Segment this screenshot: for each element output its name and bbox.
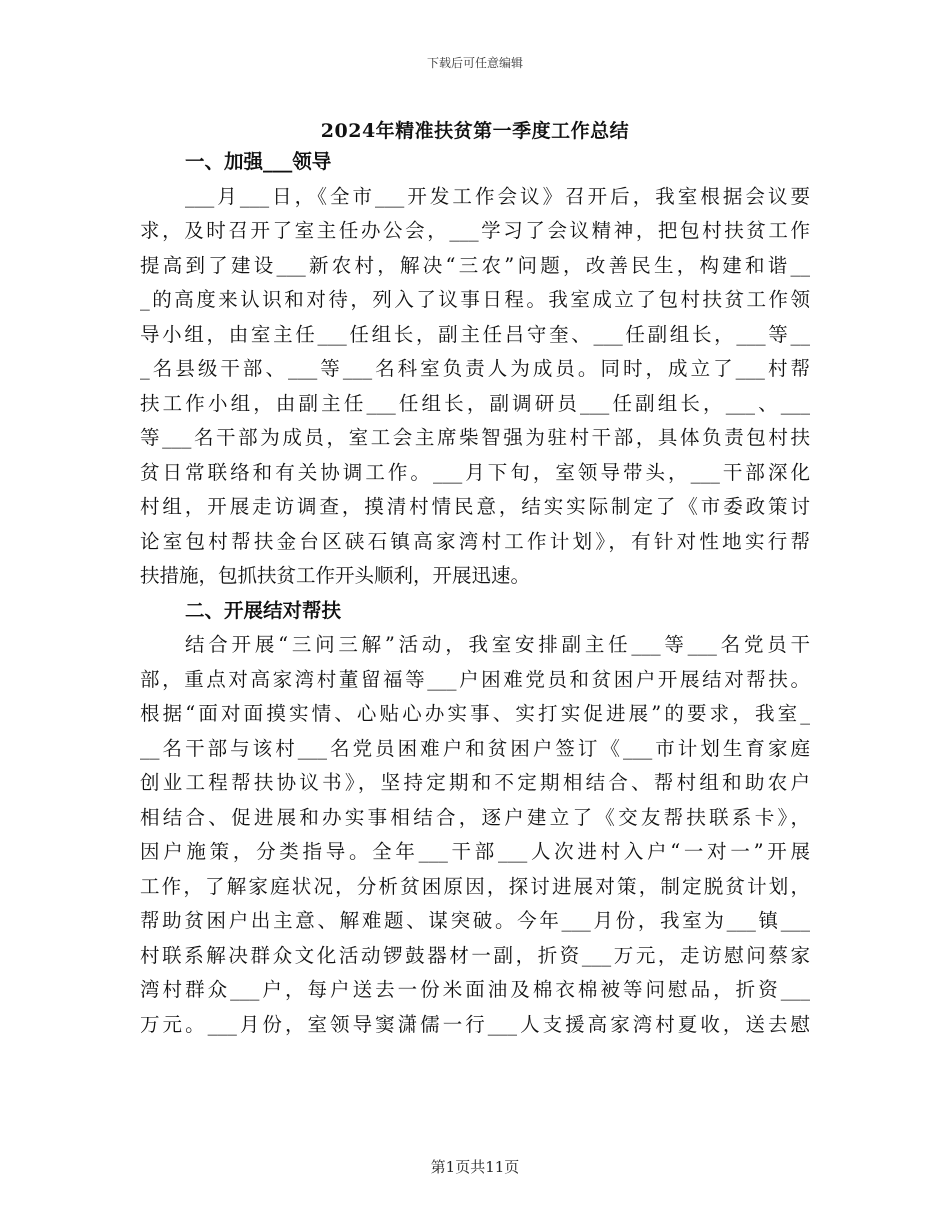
paragraph-line: 村组，开展走访调查，摸清村情民意，结实实际制定了《市委政策讨 bbox=[140, 495, 810, 518]
section-2 bbox=[140, 594, 810, 1043]
paragraph-line: _的高度来认识和对待，列入了议事日程。我室成立了包村扶贫工作领 bbox=[140, 288, 810, 311]
paragraph-line: 帮助贫困户出主意、解难题、谋突破。今年___月份，我室为___镇___ bbox=[140, 909, 810, 932]
paragraph-line: 求，及时召开了室主任办公会，___学习了会议精神，把包村扶贫工作 bbox=[140, 219, 810, 242]
paragraph-line: 论室包村帮扶金台区硖石镇高家湾村工作计划》，有针对性地实行帮 bbox=[140, 529, 810, 553]
paragraph-line: 贫日常联络和有关协调工作。___月下旬，室领导带头，___干部深化 bbox=[140, 460, 810, 484]
paragraph-line: 根据“面对面摸实情、心贴心办实事、实打实促进展”的要求，我室_ bbox=[140, 702, 810, 725]
paragraph-line: _名县级干部、___等___名科室负责人为成员。同时，成立了___村帮 bbox=[140, 357, 810, 380]
section-heading: 一、加强___领导 bbox=[185, 150, 332, 173]
paragraph-line: 村联系解决群众文化活动锣鼓器材一副，折资___万元，走访慰问蔡家 bbox=[140, 943, 810, 967]
paragraph-line: 导小组，由室主任___任组长，副主任吕守奎、___任副组长，___等__ bbox=[140, 322, 810, 346]
section-heading: 二、开展结对帮扶 bbox=[185, 598, 342, 622]
paragraph-line: 工作，了解家庭状况，分析贫困原因，探讨进展对策，制定脱贫计划， bbox=[140, 874, 810, 898]
header-note: 下载后可任意编辑 bbox=[426, 56, 523, 70]
section-1 bbox=[140, 145, 810, 594]
paragraph-line: 扶措施，包抓扶贫工作开头顺利，开展迅速。 bbox=[140, 564, 531, 587]
paragraph-line: 湾村群众___户，每户送去一份米面油及棉衣棉被等问慰品，折资___ bbox=[140, 978, 810, 1001]
paragraph-line: 提高到了建设___新农村，解决“三农”问题，改善民生，构建和谐__ bbox=[140, 253, 810, 277]
document-title: 2024年精准扶贫第一季度工作总结 bbox=[320, 120, 630, 142]
paragraph-line: 创业工程帮扶协议书》，坚持定期和不定期相结合、帮村组和助农户 bbox=[140, 771, 810, 794]
paragraph-line: ___月___日，《全市___开发工作会议》召开后，我室根据会议要 bbox=[185, 184, 810, 208]
paragraph-line: 部，重点对高家湾村董留福等___户困难党员和贫困户开展结对帮扶。 bbox=[140, 667, 810, 691]
paragraph-line: 因户施策，分类指导。全年___干部___人次进村入户“一对一”开展 bbox=[140, 840, 810, 863]
paragraph-line: 万元。___月份，室领导窦潇儒一行___人支援高家湾村夏收，送去慰 bbox=[140, 1012, 810, 1036]
paragraph-line: 扶工作小组，由副主任___任组长，副调研员___任副组长，___、___ bbox=[140, 391, 810, 415]
paragraph-line: 等___名干部为成员，室工会主席柴智强为驻村干部，具体负责包村扶 bbox=[140, 426, 810, 449]
paragraph-line: 结合开展“三问三解”活动，我室安排副主任___等___名党员干 bbox=[185, 633, 810, 656]
document-body bbox=[140, 145, 810, 1042]
page-footer: 第1页共11页 bbox=[430, 1158, 520, 1176]
paragraph-line: 相结合、促进展和办实事相结合，逐户建立了《交友帮扶联系卡》， bbox=[140, 805, 810, 829]
paragraph-line: __名干部与该村___名党员困难户和贫困户签订《___市计划生育家庭 bbox=[140, 736, 810, 760]
